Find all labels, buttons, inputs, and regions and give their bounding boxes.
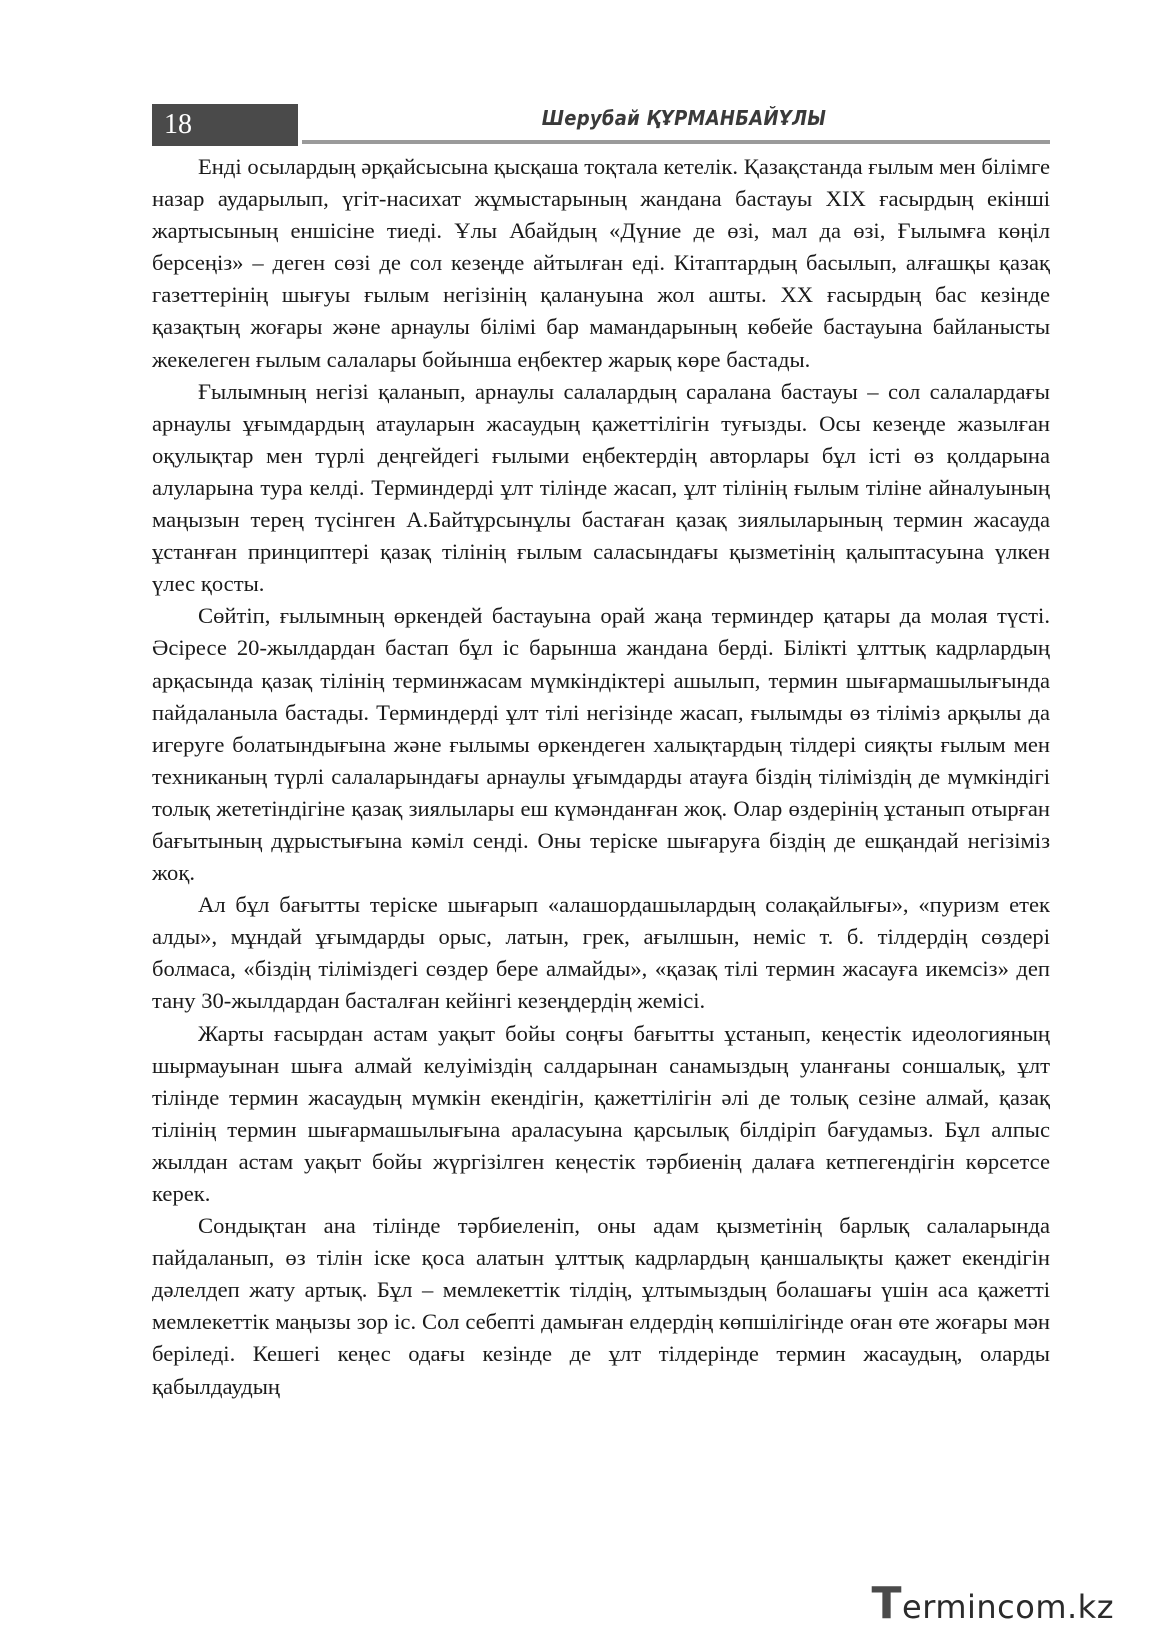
paragraph-5: Жарты ғасырдан астам уақыт бойы соңғы бағытты ұстанып, кеңестік идеологияның шырмауынан шыға алмай келуіміздің салдарынан санамыздың уланғаны соншалық, ұлт тілінде термин жасаудың мүмкін екендігін, қажеттілігін әлі де толық сезіне алмай, қазақ тілінің термин шығармашылығына араласуына қарсылық білдіріп бағудамыз. Бұл алпыс жылдан астам уақыт бойы жүргізілген кеңестік тәрбиенің далаға кетпегендігін көрсетсе керек. (152, 1020, 1050, 1206)
body-text (152, 151, 1050, 1403)
paragraph-3: Сөйтіп, ғылымның өркендей бастауына орай жаңа терминдер қатары да молая түсті. Әсіресе 20-жылдардан бастап бұл іс барынша жандана берді. Білікті ұлттық кадрлардың арқасында қазақ тілінің терминжасам мүмкіндіктері ашылып, термин шығармашылығында пайдаланыла бастады. Терминдерді ұлт тілі негізінде жасап, ғылымды өз тіліміз арқылы да игеруге болатындығына және ғылымы өркендеген халықтардың тілдері сияқты ғылым мен техниканың түрлі салаларындағы арнаулы ұғымдарды атауға біздің тіліміздің де мүмкіндігі толық жететіндігіне қазақ зиялылары еш күмәнданған жоқ. Олар өздерінің ұстанып отырған бағытының дұрыстығына кәміл сенді. Оны теріске шығаруға біздің де ешқандай негізіміз жоқ. (152, 603, 1050, 886)
running-title: Шерубай ҚҰРМАНБАЙҰЛЫ (541, 106, 827, 130)
paragraph-6: Сондықтан ана тілінде тәрбиеленіп, оны адам қызметінің барлық салаларында пайдаланып, өз тілін іске қоса алатын ұлттық кадрлардың қаншалықты қажет екендігін дәлелдеп жату артық. Бұл – мемлекеттік тілдің, ұлтымыздың болашағы үшін аса қажетті мемлекеттік маңызы зор іс. Сол себепті дамыған елдердің көпшілігінде оған өте жоғары мән беріледі. Кешегі кеңес одағы кезінде де ұлт тілдерінде термин жасаудың, оларды қабылдаудың (152, 1213, 1050, 1399)
watermark-t-letter: T (871, 1578, 903, 1629)
paragraph-2: Ғылымның негізі қаланып, арнаулы салалардың саралана бастауы – сол салалардағы арнаулы ұғымдардың атауларын жасаудың қажеттілігін туғызды. Осы кезеңде жазылған оқулықтар мен түрлі деңгейдегі ғылыми еңбектердің авторлары бұл істі өз қолдарына алуларына тура келді. Терминдерді ұлт тілінде жасап, ұлт тілінің ғылым тіліне айналуының маңызын терең түсінген А.Байтұрсынұлы бастаған қазақ зиялыларының термин жасауда ұстанған принциптері қазақ тілінің ғылым саласындағы қызметінің қалыптасуына үлкен үлес қосты. (152, 378, 1050, 597)
watermark-text-rest: erminc (902, 1588, 1016, 1626)
termincom-watermark-logo (872, 1578, 1114, 1629)
watermark-o-letter: o (1015, 1588, 1036, 1626)
header-rule (302, 140, 1050, 144)
page-number: 18 (152, 104, 298, 146)
watermark-text-tail: m.kz (1035, 1588, 1114, 1626)
paragraph-4: Ал бұл бағытты теріске шығарып «алашордашылардың солақайлығы», «пуризм етек алды», мұндай ұғымдарды орыс, латын, грек, ағылшын, неміс т. б. тілдердің сөздері болмаса, «біздің тіліміздегі сөздер бере алмайды», «қазақ тілі термин жасауға икемсіз» деп тану 30-жылдардан басталған кейінгі кезеңдердің жемісі. (152, 892, 1050, 1014)
page-header (152, 104, 1050, 146)
paragraph-1: Енді осылардың әрқайсысына қысқаша тоқтала кетелік. Қазақстанда ғылым мен білімге назар аударылып, үгіт-насихат жұмыстарының жандана бастауы XIX ғасырдың екінші жартысының еншісіне тиеді. Ұлы Абайдың «Дүние де өзі, мал да өзі, Ғылымға көңіл берсеңіз» – деген сөзі де сол кезеңде айтылған еді. Кітаптардың басылып, алғашқы қазақ газеттерінің шығуы ғылым негізінің қалануына жол ашты. XX ғасырдың бас кезінде қазақтың жоғары және арнаулы білімі бар мамандарының көбейе бастауына байланысты жекелеген ғылым салалары бойынша еңбектер жарық көре бастады. (152, 154, 1050, 372)
